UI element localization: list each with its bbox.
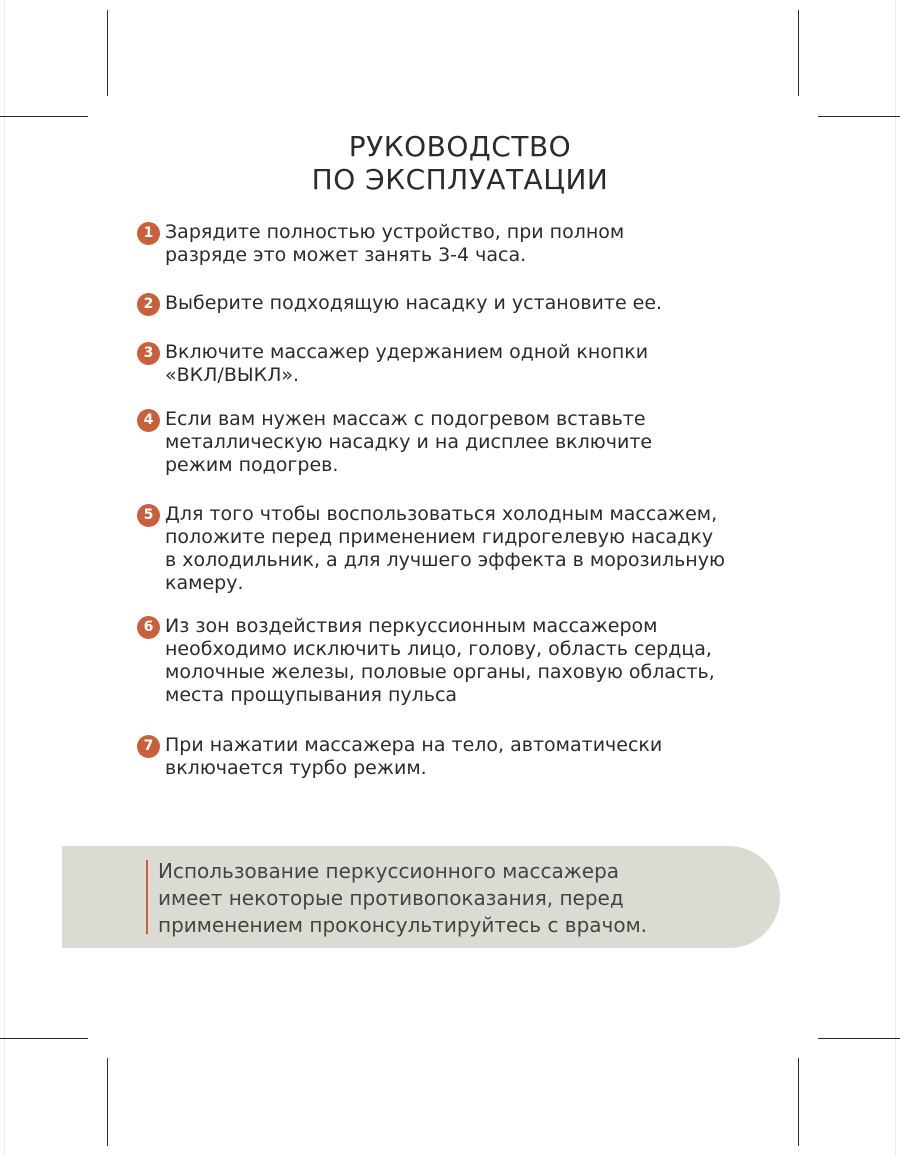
step-4 (137, 408, 797, 477)
step-text: Включите массажер удержанием одной кнопки «ВКЛ/ВЫКЛ». (165, 341, 649, 386)
contraindications-notice (62, 846, 780, 948)
step-text: Зарядите полностью устройство, при полном разряде это может занять 3-4 часа. (165, 221, 625, 266)
step-number-badge: 1 (137, 222, 160, 245)
step-2 (137, 292, 797, 315)
crop-mark-bottom-right-horizontal (818, 1038, 900, 1039)
crop-mark-top-right-horizontal (818, 116, 900, 117)
notice-accent-bar (146, 860, 148, 934)
step-number-badge: 7 (137, 735, 160, 758)
step-number-badge: 2 (137, 293, 160, 316)
step-7 (137, 734, 797, 780)
crop-mark-top-left-horizontal (0, 116, 88, 117)
crop-mark-top-right-vertical (798, 10, 799, 96)
page-title-line-1: РУКОВОДСТВО (348, 130, 572, 163)
step-text: Из зон воздействия перкуссионным массажером необходимо исключить лицо, голову, область сердца, молочные железы, половые органы, паховую область, места прощупывания пульса (165, 615, 715, 706)
crop-mark-bottom-right-vertical (798, 1058, 799, 1146)
step-number-badge: 5 (137, 504, 160, 527)
step-3 (137, 341, 797, 387)
step-6 (137, 615, 797, 707)
page-title (0, 130, 900, 196)
step-number-badge: 4 (137, 409, 160, 432)
step-number-badge: 3 (137, 342, 160, 365)
step-1 (137, 221, 797, 267)
crop-mark-top-left-vertical (107, 10, 108, 96)
step-text: Выберите подходящую насадку и установите ее. (165, 292, 663, 314)
step-5 (137, 503, 797, 595)
step-text: При нажатии массажера на тело, автоматически включается турбо режим. (165, 734, 663, 779)
crop-mark-bottom-left-vertical (107, 1058, 108, 1146)
crop-mark-bottom-left-horizontal (0, 1038, 88, 1039)
step-text: Если вам нужен массаж с подогревом вставьте металлическую насадку и на дисплее включите режим подогрев. (165, 408, 653, 476)
page-title-line-2: ПО ЭКСПЛУАТАЦИИ (311, 163, 609, 196)
step-text: Для того чтобы воспользоваться холодным массажем, положите перед применением гидрогелевую насадку в холодильник, а для лучшего эффекта в морозильную камеру. (165, 503, 725, 594)
step-number-badge: 6 (137, 616, 160, 639)
notice-text: Использование перкуссионного массажера имеет некоторые противопоказания, перед применением проконсультируйтесь с врачом. (158, 859, 648, 937)
